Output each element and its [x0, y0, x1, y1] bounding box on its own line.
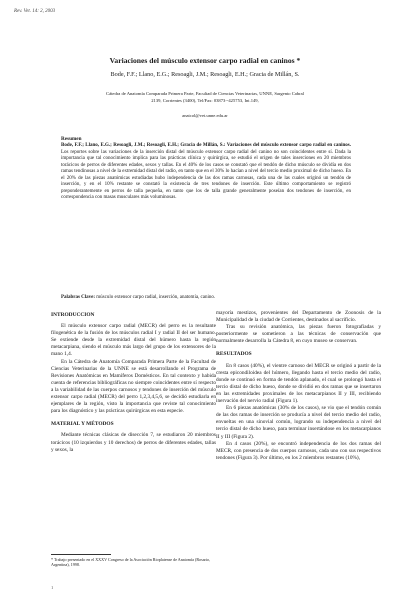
- abstract-text: Los reportes sobre las variaciones de la inserción distal del músculo extensor carpo radial del canino no son coincidentes entre sí. Dada la importancia que tal conocimiento implica para las prácticas clínica y quirúrgica, se estudió el origen de tales inserciones en 20 miembros torácicos de perros de diferentes edades, sexos y tallas. En el 40% de los casos se constató que el tendón de dicho músculo se dividía en dos ramas tendinosas a nivel de la extremidad distal del radio, en tanto que en el 30% lo hacían a nivel del tercio medio proximal de dicho hueso. En el 20% de las piezas anatómicas estudiadas hubo independencia de las dos ramas carnosas, cada una de las cuales originó un tendón de inserción, y en el 10% restante se constató la existencia de tres tendones de inserción. Este último comportamiento se registró preponderantemente en perros de talla pequeña, en tanto que los de talla grande generalmente poseían dos tendones de inserción, en correspondencia con masas musculares más voluminosas.: [61, 149, 351, 200]
- article-affiliation: [40, 90, 370, 104]
- article-authors: Bode, F.F.; Llano, E.G.; Resoagli, J.M.; Resoagli, E.H.; Gracia de Millán, S.: [110, 71, 300, 78]
- methods-paragraph-1: Mediante técnicas clásicas de disección 7, se estudiaron 20 miembros torácicos (10 izquierdos y 10 derechos) de perros de diferentes edades, tallas y sexos, la: [51, 432, 216, 453]
- results-paragraph-2: En 6 piezas anatómicas (30% de los casos), se vio que el tendón común de las dos ramas de inserción se producía a nivel del tercio medio del radio, envueltas en una sinovial común, logrando su independencia a nivel del tercio distal de dicho hueso, para terminar insertándose en los metacarpianos II y III (Figura 2).: [216, 405, 381, 440]
- results-heading: RESULTADOS: [216, 351, 252, 358]
- left-column: [51, 310, 216, 454]
- footnote: * Trabajo presentado en el XXXV Congreso de la Asociación Rioplatense de Anatomía (Rosario, Argentina), 1998.: [51, 557, 211, 568]
- journal-header: Rev. Vet. 14: 2, 2003: [14, 9, 56, 14]
- keywords-text: músculo extensor carpo radial, inserción, anatomía, canino.: [96, 295, 216, 300]
- intro-heading: INTRODUCCION: [51, 312, 95, 318]
- keywords-label: Palabras Clave:: [61, 295, 96, 300]
- affiliation-line-1: Cátedra de Anatomía Comparada Primera Parte, Facultad de Ciencias Veterinarias, UNNE, Sargento Cabral: [106, 91, 304, 96]
- footnote-divider: [51, 554, 111, 555]
- methods-continuation-2: Tras su revisión anatómica, las piezas fueron fotografiadas y posteriormente se sometieron a las técnicas de conservación que normalmente desarrolla la Cátedra 8, en cuyo museo se conservan.: [216, 324, 381, 345]
- abstract-lead: Bode, F.F.; Llano, E.G.; Resoagli, J.M.; Resoagli, E.H.; Gracia de Millán, S.: Variaciones del músculo extensor carpo radial en caninos.: [61, 143, 351, 148]
- results-paragraph-1: En 8 casos (40%), el vientre carnoso del MECR se originó a partir de la cresta epicondiloidea del húmero, llegando hasta el tercio medio del radio, donde se continuó en forma de tendón aplanado, el cual se prolongó hasta el tercio distal de dicho hueso, donde se dividió en dos ramas que se insertaron en las extremidades proximales de los metacarpianos II y III, recibiendo inervación del nervio radial (Figura 1).: [216, 362, 381, 405]
- abstract-heading: Resumen: [61, 136, 82, 142]
- methods-heading: MATERIAL Y MÉTODOS: [51, 421, 114, 428]
- abstract-body: [61, 143, 351, 202]
- page-number: 1: [51, 585, 54, 590]
- methods-continuation-1: mayoría mestizos, provenientes del Departamento de Zoonosis de la Municipalidad de la ciudad de Corrientes, destinados al sacrificio.: [216, 310, 381, 324]
- affiliation-line-2: 2139, Corrientes (3400), Tel/Fax: 03873--425753, Int.149,: [151, 98, 259, 103]
- results-paragraph-3: En 4 casos (20%), se encontró independencia de los dos ramas del MECR, con presencia de dos cuerpos carnosos, cada uno con sus respectivos tendones (Figura 3). Por último, en los 2 miembros restantes (10%),: [216, 440, 381, 461]
- right-column: [216, 310, 381, 462]
- intro-paragraph-1: El músculo extensor carpo radial (MECR) del perro es la resultante filogenética de la fusión de los músculos radial I y radial II del ser humano. Se extiende desde la extremidad distal del húmero hasta la región metacarpiana, siendo el músculo más largo del grupo de los extensores de la mano 1,4.: [51, 323, 216, 358]
- keywords: [61, 295, 351, 300]
- article-title: Variaciones del músculo extensor carpo radial en caninos *: [109, 56, 301, 65]
- article-email: anatcol@vet.unne.edu.ar: [182, 113, 228, 118]
- intro-paragraph-2: En la Cátedra de Anatomía Comparada Primera Parte de la Facultad de Ciencias Veterinarias de la UNNE se está desarrollando el Programa de Revisiones Anatómicas en Mamíferos Domésticos. En tal contexto y habida cuenta de referencias bibliográficas no siempre coincidentes entre sí respecto a la variabilidad de las cuerpos carnosos y tendones de inserción del músculo extensor carpo radial (MECR) del perro 1,2,3,4,5,6, se decidió estudiarla en ejemplares de la región, visto la importancia que reviste tal conocimiento para los diagnóstico y las prácticas quirúrgicas en esta especie.: [51, 358, 216, 415]
